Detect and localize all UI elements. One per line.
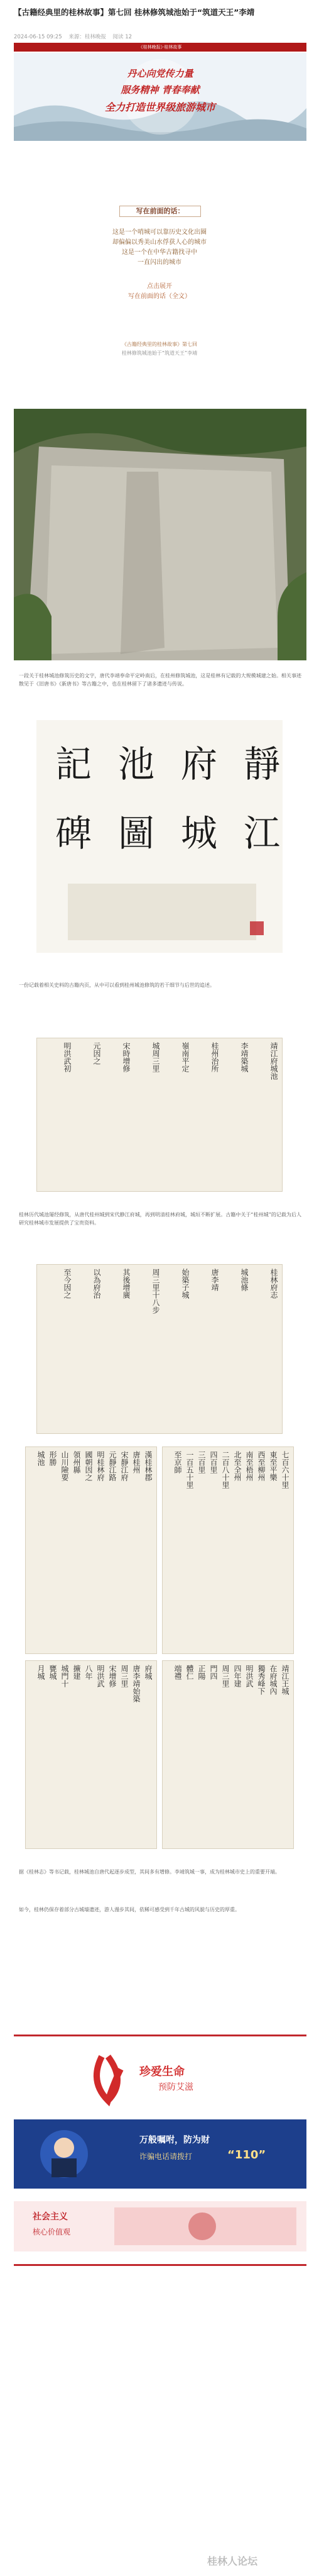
cliff-photo-art: [14, 409, 306, 660]
ad1-subtitle: 预防艾滋: [158, 2082, 193, 2092]
watermark: 桂林人论坛: [207, 2555, 258, 2567]
banner-background: [14, 53, 306, 141]
scan-column: 以為府治: [92, 1269, 101, 1299]
book-scan-1: [36, 1038, 283, 1192]
scan-column: 唐桂州: [132, 1451, 141, 1474]
ad-core-values[interactable]: [14, 2201, 306, 2251]
divider-bar: [14, 2035, 306, 2036]
scan-column: 山川險要: [60, 1451, 69, 1481]
scan-column: 府城: [144, 1665, 153, 1680]
book-scan-5: [25, 1660, 157, 1849]
scan-column: 周三里: [221, 1665, 230, 1687]
scan-column: 至今因之: [63, 1269, 72, 1299]
scan-column: 南至梧州: [245, 1451, 254, 1481]
callig-char-2: 江: [244, 812, 281, 855]
book-scan-6: [162, 1660, 294, 1849]
paragraph-5: 如今，桂林仍保存着部分古城墙遗迹，游人漫步其间，依稀可感受到千年古城的风貌与历史的厚重。: [19, 1907, 240, 1913]
intro-line-1: 这是一个哨城可以靠历史文化出圈: [112, 229, 207, 236]
scan-column: 城池條: [240, 1269, 249, 1291]
article-meta: [14, 33, 137, 40]
banner-line-2: 服务精神 青春奉献: [121, 84, 200, 96]
scan-column: 擴建: [72, 1665, 81, 1680]
scan-column: 正陽: [197, 1665, 206, 1680]
scan-column: 北至全州: [233, 1451, 242, 1481]
scan-column: 八年: [84, 1665, 93, 1680]
scan-column: 門四: [209, 1665, 218, 1680]
ad-anti-fraud[interactable]: [14, 2119, 306, 2189]
article-title: 【古籍经典里的桂林故事】第七回 桂林修筑城池始于“筑道天王”李靖: [14, 8, 255, 17]
scan-column: 明洪武: [96, 1665, 105, 1687]
banner-line-3: 全力打造世界级旅游城市: [104, 101, 215, 113]
paragraph-4: 据《桂林志》等书记载，桂林城池自唐代起逐步成型，其间多有增修。李靖筑城一事，成为桂林城市史上的重要开端。: [19, 1869, 280, 1875]
scan-column: 明洪武: [245, 1665, 254, 1687]
callig-char-5: 池: [118, 743, 155, 786]
scan-column: 七百六十里: [281, 1451, 289, 1489]
banner-line-1: 丹心向党传力量: [127, 68, 193, 79]
intro-heading: 写在前面的话：: [119, 206, 201, 217]
paragraph-1: 一段关于桂林城池修筑历史的文字，唐代李靖奉命平定岭南后，在桂州修筑城池，这是桂林有记载的大规模城建之始。相关事迹散见于《旧唐书》《新唐书》等古籍之中，也在桂林留下了诸多遗迹与传说。: [19, 673, 301, 687]
ad3-subtitle: 核心价值观: [33, 2228, 71, 2236]
scan-column: 宋增修: [108, 1665, 117, 1687]
scan-column: 端禮: [173, 1665, 182, 1680]
ad2-title: 万般嘱咐，防为财: [139, 2135, 210, 2145]
scan-column: 唐李靖始築: [132, 1665, 141, 1702]
scan-column: 二百八十里: [221, 1451, 230, 1489]
callig-char-6: 圖: [118, 812, 155, 855]
article-source[interactable]: 来源：桂林晚报: [68, 34, 106, 40]
expand-link[interactable]: 点击展开: [147, 283, 172, 290]
callig-char-1: 靜: [244, 743, 281, 786]
scan-column: 獨秀峰下: [257, 1665, 266, 1695]
scan-column: 城門十: [60, 1665, 69, 1687]
scan-column: 城周三里: [151, 1042, 160, 1072]
expand-link-text[interactable]: 写在前面的话（全文）: [128, 293, 191, 300]
ad3-title: 社会主义: [33, 2212, 68, 2222]
book-scan-4: [162, 1446, 294, 1654]
scan-column: 三百里: [197, 1451, 206, 1474]
scan-column: 領州縣: [72, 1451, 81, 1474]
series-caption-1: 《古籍经典里的桂林故事》第七回: [122, 341, 197, 347]
scan-column: 桂林府志: [269, 1269, 278, 1299]
cliff-photo: [14, 409, 306, 660]
scan-column: 甕城: [48, 1665, 57, 1680]
scan-column: 其後增廣: [122, 1269, 131, 1299]
ad1-title: 珍爱生命: [139, 2065, 185, 2079]
scan-column: 桂州治所: [210, 1042, 219, 1072]
scan-column: 一百五十里: [185, 1451, 194, 1489]
scan-column: 靖江府城池: [269, 1042, 278, 1080]
scan-column: 宋靜江府: [120, 1451, 129, 1481]
scan-column: 周三里: [120, 1665, 129, 1687]
intro-line-3: 这是一个在中华古籍找寻中: [122, 249, 197, 256]
scan-column: 元因之: [92, 1042, 101, 1065]
scan-column: 月城: [36, 1665, 45, 1680]
intro-line-2: 却偏偏以秀美山水俘获人心的城市: [112, 239, 207, 246]
scan-column: 城池: [36, 1451, 45, 1466]
scan-column: 形勝: [48, 1451, 57, 1466]
scan-column: 始築子城: [181, 1269, 190, 1299]
scan-column: 周三里十八步: [151, 1269, 160, 1314]
scan-column: 元靜江路: [108, 1451, 117, 1481]
scan-column: 四百里: [209, 1451, 218, 1474]
scan-column: 國朝因之: [84, 1451, 93, 1481]
scan-column: 宋時增修: [122, 1042, 131, 1072]
series-caption-2: 桂林修筑城池始于“筑道天王”李靖: [121, 350, 198, 356]
article-date: 2024-06-15 09:25: [14, 34, 62, 40]
calligraphy-image: [36, 720, 283, 953]
ad-aids-prevention[interactable]: [14, 2044, 306, 2107]
scan-column: 西至柳州: [257, 1451, 266, 1481]
scan-column: 東至平樂: [269, 1451, 278, 1481]
scan-column: 漢桂林郡: [144, 1451, 153, 1481]
scan-column: 唐李靖: [210, 1269, 219, 1291]
scan-column: 在府城內: [269, 1665, 278, 1695]
scan-column: 明洪武初: [63, 1042, 72, 1072]
ad2-hotline: “110”: [227, 2148, 266, 2162]
calligraphy-art: [36, 720, 283, 953]
header-bar: 《桂林晚报》·桂林故事: [14, 43, 306, 52]
paragraph-2: 一份记载着相关史料的古籍内页，从中可以看到桂州城池修筑的若干细节与后世的追述。: [19, 982, 215, 988]
paragraph-3: 桂林历代城池屡经修筑，从唐代桂州城到宋代静江府城，再到明清桂林府城，城垣不断扩展。古籍中关于“桂州城”的记载为后人研究桂林城市发展提供了宝贵资料。: [19, 1212, 301, 1226]
scan-column: 李靖築城: [240, 1042, 249, 1072]
scan-column: 靖江王城: [281, 1665, 289, 1695]
callig-char-7: 記: [55, 743, 92, 786]
callig-char-8: 碑: [55, 812, 92, 855]
book-scan-3: [25, 1446, 157, 1654]
article-views: 阅读 12: [112, 34, 132, 40]
ad3-art: [14, 2201, 306, 2251]
scan-column: 明桂林府: [96, 1451, 105, 1481]
scan-column: 至京師: [173, 1451, 182, 1474]
banner-image: [14, 53, 306, 141]
scan-column: 體仁: [185, 1665, 194, 1680]
intro-line-4: 一直闪出的城市: [138, 259, 181, 266]
ad2-subtitle: 诈骗电话请拨打: [139, 2152, 193, 2161]
book-scan-2: [36, 1264, 283, 1434]
scan-column: 四年建: [233, 1665, 242, 1687]
callig-char-4: 城: [181, 812, 218, 855]
scan-column: 嶺南平定: [181, 1042, 190, 1072]
callig-char-3: 府: [181, 743, 218, 786]
divider-bar-bottom: [14, 2264, 306, 2266]
